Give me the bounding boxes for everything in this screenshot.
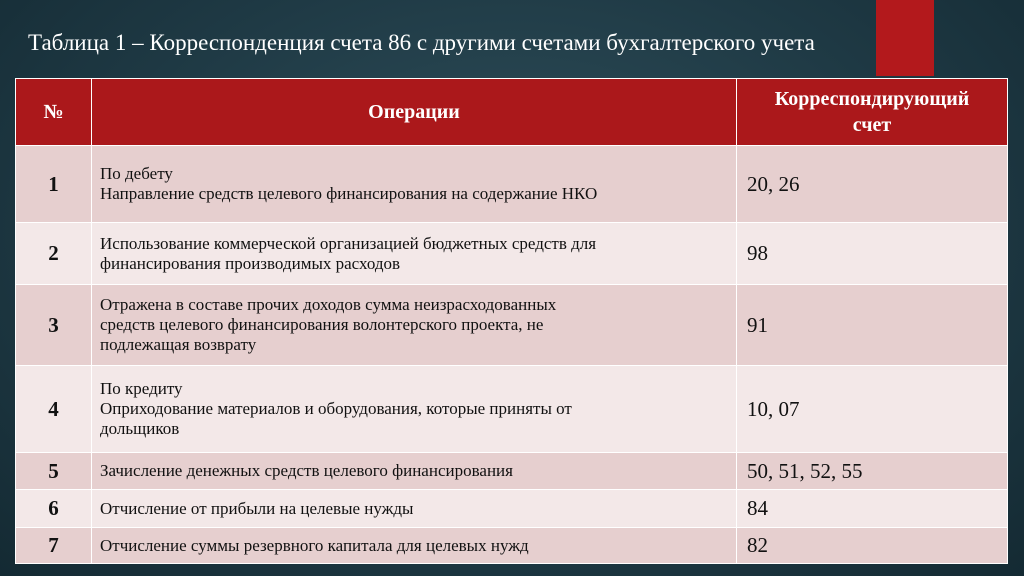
row-num: 6 (16, 490, 92, 528)
operation-line: Отчисление от прибыли на целевые нужды (100, 498, 414, 518)
table-row (16, 146, 1008, 223)
row-operation (92, 146, 737, 223)
header-account-line2: счет (852, 114, 892, 136)
row-num: 2 (16, 223, 92, 285)
page-title: Таблица 1 – Корреспонденция счета 86 с другими счетами бухгалтерского учета (28, 30, 815, 55)
red-accent-bar (876, 0, 934, 76)
row-account: 50, 51, 52, 55 (737, 453, 1008, 490)
row-account: 84 (737, 490, 1008, 528)
row-operation (92, 528, 737, 564)
row-account: 20, 26 (737, 146, 1008, 223)
operation-line: средств целевого финансирования волонтерского проекта, не (100, 315, 544, 334)
row-account: 82 (737, 528, 1008, 564)
operation-line: По кредиту (100, 379, 183, 398)
operation-line: По дебету (100, 164, 173, 183)
operation-line: финансирования производимых расходов (100, 253, 401, 273)
row-account: 91 (737, 285, 1008, 366)
operation-line: Оприходование материалов и оборудования, которые приняты от (100, 399, 572, 418)
correspondence-table (15, 78, 1008, 564)
row-num: 5 (16, 453, 92, 490)
row-operation (92, 223, 737, 285)
table-header-row (16, 79, 1008, 146)
table-row (16, 285, 1008, 366)
header-account (737, 79, 1008, 146)
table-row (16, 366, 1008, 453)
table-row (16, 490, 1008, 528)
operation-line: Отражена в составе прочих доходов сумма неизрасходованных (100, 295, 557, 314)
row-num: 4 (16, 366, 92, 453)
operation-line: Использование коммерческой организацией бюджетных средств для (100, 233, 597, 253)
table-row (16, 223, 1008, 285)
row-operation (92, 490, 737, 528)
row-operation (92, 285, 737, 366)
operation-line: подлежащая возврату (100, 335, 257, 354)
header-operations: Операции (92, 79, 737, 146)
row-num: 1 (16, 146, 92, 223)
operation-line: дольщиков (100, 419, 180, 438)
row-operation (92, 453, 737, 490)
row-account: 98 (737, 223, 1008, 285)
row-account: 10, 07 (737, 366, 1008, 453)
row-num: 3 (16, 285, 92, 366)
operation-line: Отчисление суммы резервного капитала для целевых нужд (100, 535, 529, 555)
operation-line: Зачисление денежных средств целевого финансирования (100, 461, 513, 480)
row-operation (92, 366, 737, 453)
table-row (16, 528, 1008, 564)
table-row (16, 453, 1008, 490)
row-num: 7 (16, 528, 92, 564)
operation-line: Направление средств целевого финансирования на содержание НКО (100, 184, 598, 203)
header-num: № (16, 79, 92, 146)
header-account-line1: Корреспондирующий (774, 88, 970, 110)
